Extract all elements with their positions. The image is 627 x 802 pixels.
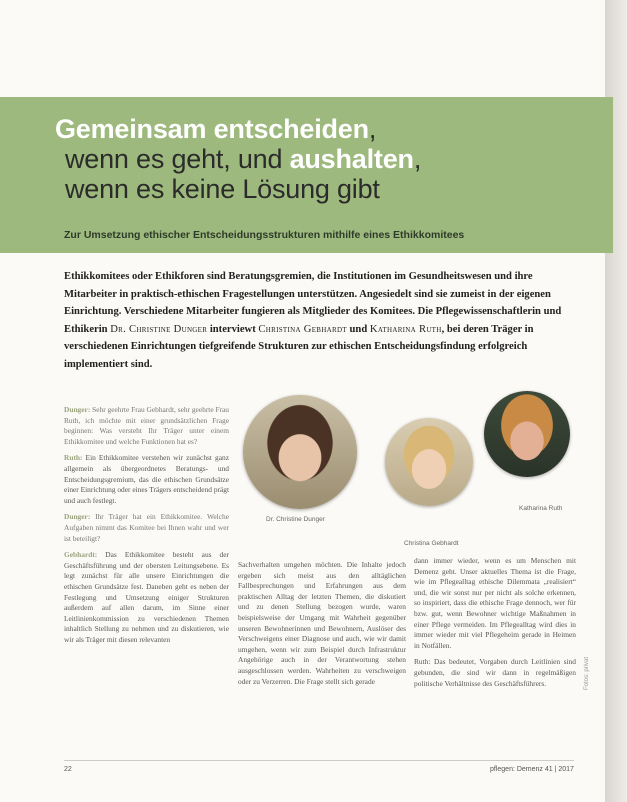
column-3-text-1: dann immer wieder, wenn es um Menschen mit Demenz geht. Unser aktuelles Thema ist die Frage, wie im Pflegealltag ethische Dilemmata „realisiert“ und, die wir sonst nur per nicht als solche erkennen, so inspiriert, dass die ethische Frage dennoch, wer für bzw. gut, wenn Bewohner wichtige Maßnahmen in einer Pflege vermeiden. Im Pflegealltag wird dies in immer wieder mit viel Pflegeheim gerade in Heimen in Notfällen. bbox=[414, 556, 576, 650]
speaker-label: Dunger: bbox=[64, 512, 91, 522]
speaker-label: Ruth: bbox=[64, 453, 83, 463]
headline bbox=[55, 114, 575, 204]
caption-ruth: Katharina Ruth bbox=[519, 505, 563, 512]
intro-text-4: , bei deren Träger in verschiedenen Einrichtungen tiefgreifende Strukturen zur ethischen Entscheidungsfindung erfolgreich implementiert sind. bbox=[64, 323, 534, 370]
question-2 bbox=[64, 512, 229, 544]
intro-name-3: Katharina Ruth bbox=[369, 323, 442, 335]
answer-1 bbox=[64, 453, 229, 506]
intro-name-1: Dr. Christine Dunger bbox=[110, 323, 208, 335]
portrait-christina-gebhardt bbox=[385, 418, 473, 506]
column-3-text-2: Ruth: Das bedeutet, Vorgaben durch Leitlinien sind gebunden, die sind wir dann in regelmäßigen politische Verhältnisse des Geschäftsführers. bbox=[414, 657, 576, 688]
page-number: 22 bbox=[64, 766, 72, 773]
headline-comma-2: , bbox=[413, 144, 422, 174]
article-column-3 bbox=[414, 556, 576, 695]
magazine-issue: pflegen: Demenz 41 | 2017 bbox=[490, 766, 574, 773]
answer-2 bbox=[64, 550, 229, 645]
headline-line-2 bbox=[55, 144, 575, 174]
speaker-label: Dunger: bbox=[64, 405, 91, 414]
photo-credit: Fotos: privat bbox=[584, 656, 590, 690]
footer-rule bbox=[64, 760, 574, 761]
intro-paragraph bbox=[64, 268, 574, 374]
answer-1-text: Ein Ethikkomitee verstehen wir zunächst ganz allgemein als übergeordnetes Beratungs- und Entscheidungsgremium, das die ethischen Grundsätze einer Einrichtung oder eines Trägers entscheidend prägt und auch festlegt. bbox=[64, 453, 230, 505]
question-1 bbox=[64, 405, 229, 447]
intro-text-1: Ethikkomitees oder Ethikforen sind Beratungsgremien, die Institutionen im Gesundheitswesen und ihre Mitarbeiter in praktisch-ethischen Fragestellungen unterstützen. Angesiedelt sind sie zumeist in der eigenen Einrichtung. Verschiedene Mitarbeiter fungieren als Mitglieder des Komitees. Die Pflegewissenschaftlerin und Ethikerin bbox=[64, 271, 562, 335]
intro-text-3: und bbox=[346, 323, 370, 335]
portrait-christine-dunger bbox=[243, 395, 357, 509]
caption-gebhardt: Christina Gebhardt bbox=[404, 540, 459, 547]
column-2-text: Sachverhalten umgehen möchten. Die Inhalte jedoch ergeben sich meist aus den alltäglichen Fallbesprechungen und Erfahrungen aus dem praktischen Alltag der letzten Themen, die diskutiert und zu denen Stellung bezogen wurde, waren beispielsweise der Umgang mit Wahrheit gegenüber unseren Bewohnerinnen und Bewohnern, Auslöser des Verschweigens einer Diagnose und auch, wie wir damit umgehen, wenn wir zum Beispiel durch Infrastruktur Angehörige auch in der Verantwortung stehen ausgeschlossen werden. Wahrheiten zu verschweigen oder zu Verzerren. Die Frage stellt sich gerade bbox=[238, 560, 406, 686]
headline-line-2-prefix: wenn es geht, und bbox=[65, 144, 290, 174]
intro-name-2: Christina Gebhardt bbox=[258, 323, 347, 335]
intro-text-2: interviewt bbox=[207, 323, 259, 335]
subtitle: Zur Umsetzung ethischer Entscheidungsstrukturen mithilfe eines Ethikkomitees bbox=[64, 229, 465, 241]
portrait-katharina-ruth bbox=[484, 391, 570, 477]
caption-dunger: Dr. Christine Dunger bbox=[266, 516, 325, 523]
question-1-text: Sehr geehrte Frau Gebhardt, sehr geehrte Frau Ruth, ich möchte mit einer grundsätzlichen Frage beginnen: Was versteht Ihr Träger unter einem Ethikkomitee und welche Funktionen hat es? bbox=[64, 405, 230, 446]
question-2-text: Ihr Träger hat ein Ethikkomitee. Welche Aufgaben nimmt das Komitee bei Ihnen wahr und wer ist beteiligt? bbox=[64, 512, 229, 543]
headline-accent-1: Gemeinsam entscheiden bbox=[55, 114, 369, 144]
article-column-1 bbox=[64, 405, 229, 651]
article-column-2 bbox=[238, 560, 406, 693]
headline-line-1 bbox=[55, 114, 575, 144]
headline-comma-1: , bbox=[368, 114, 377, 144]
headline-accent-2: aushalten bbox=[289, 144, 414, 174]
headline-line-3: wenn es keine Lösung gibt bbox=[65, 174, 380, 204]
answer-2-text: Das Ethikkomitee besteht aus der Geschäftsführung und der obersten Leitungsebene. Es legt zunächst für alle unsere Einrichtungen die ethischen Grundsätze fest. Daneben geht es neben der Festlegung und Umsetzung einiger Strukturen außerdem auf allen darum, im Sinne einer Leitlinienkommission zu verschiedenen Themen inhaltlich Stellung zu nehmen und zu diskutieren, wie wir als Träger mit diesen relevanten bbox=[64, 550, 229, 644]
speaker-label: Gebhardt: bbox=[64, 550, 98, 560]
